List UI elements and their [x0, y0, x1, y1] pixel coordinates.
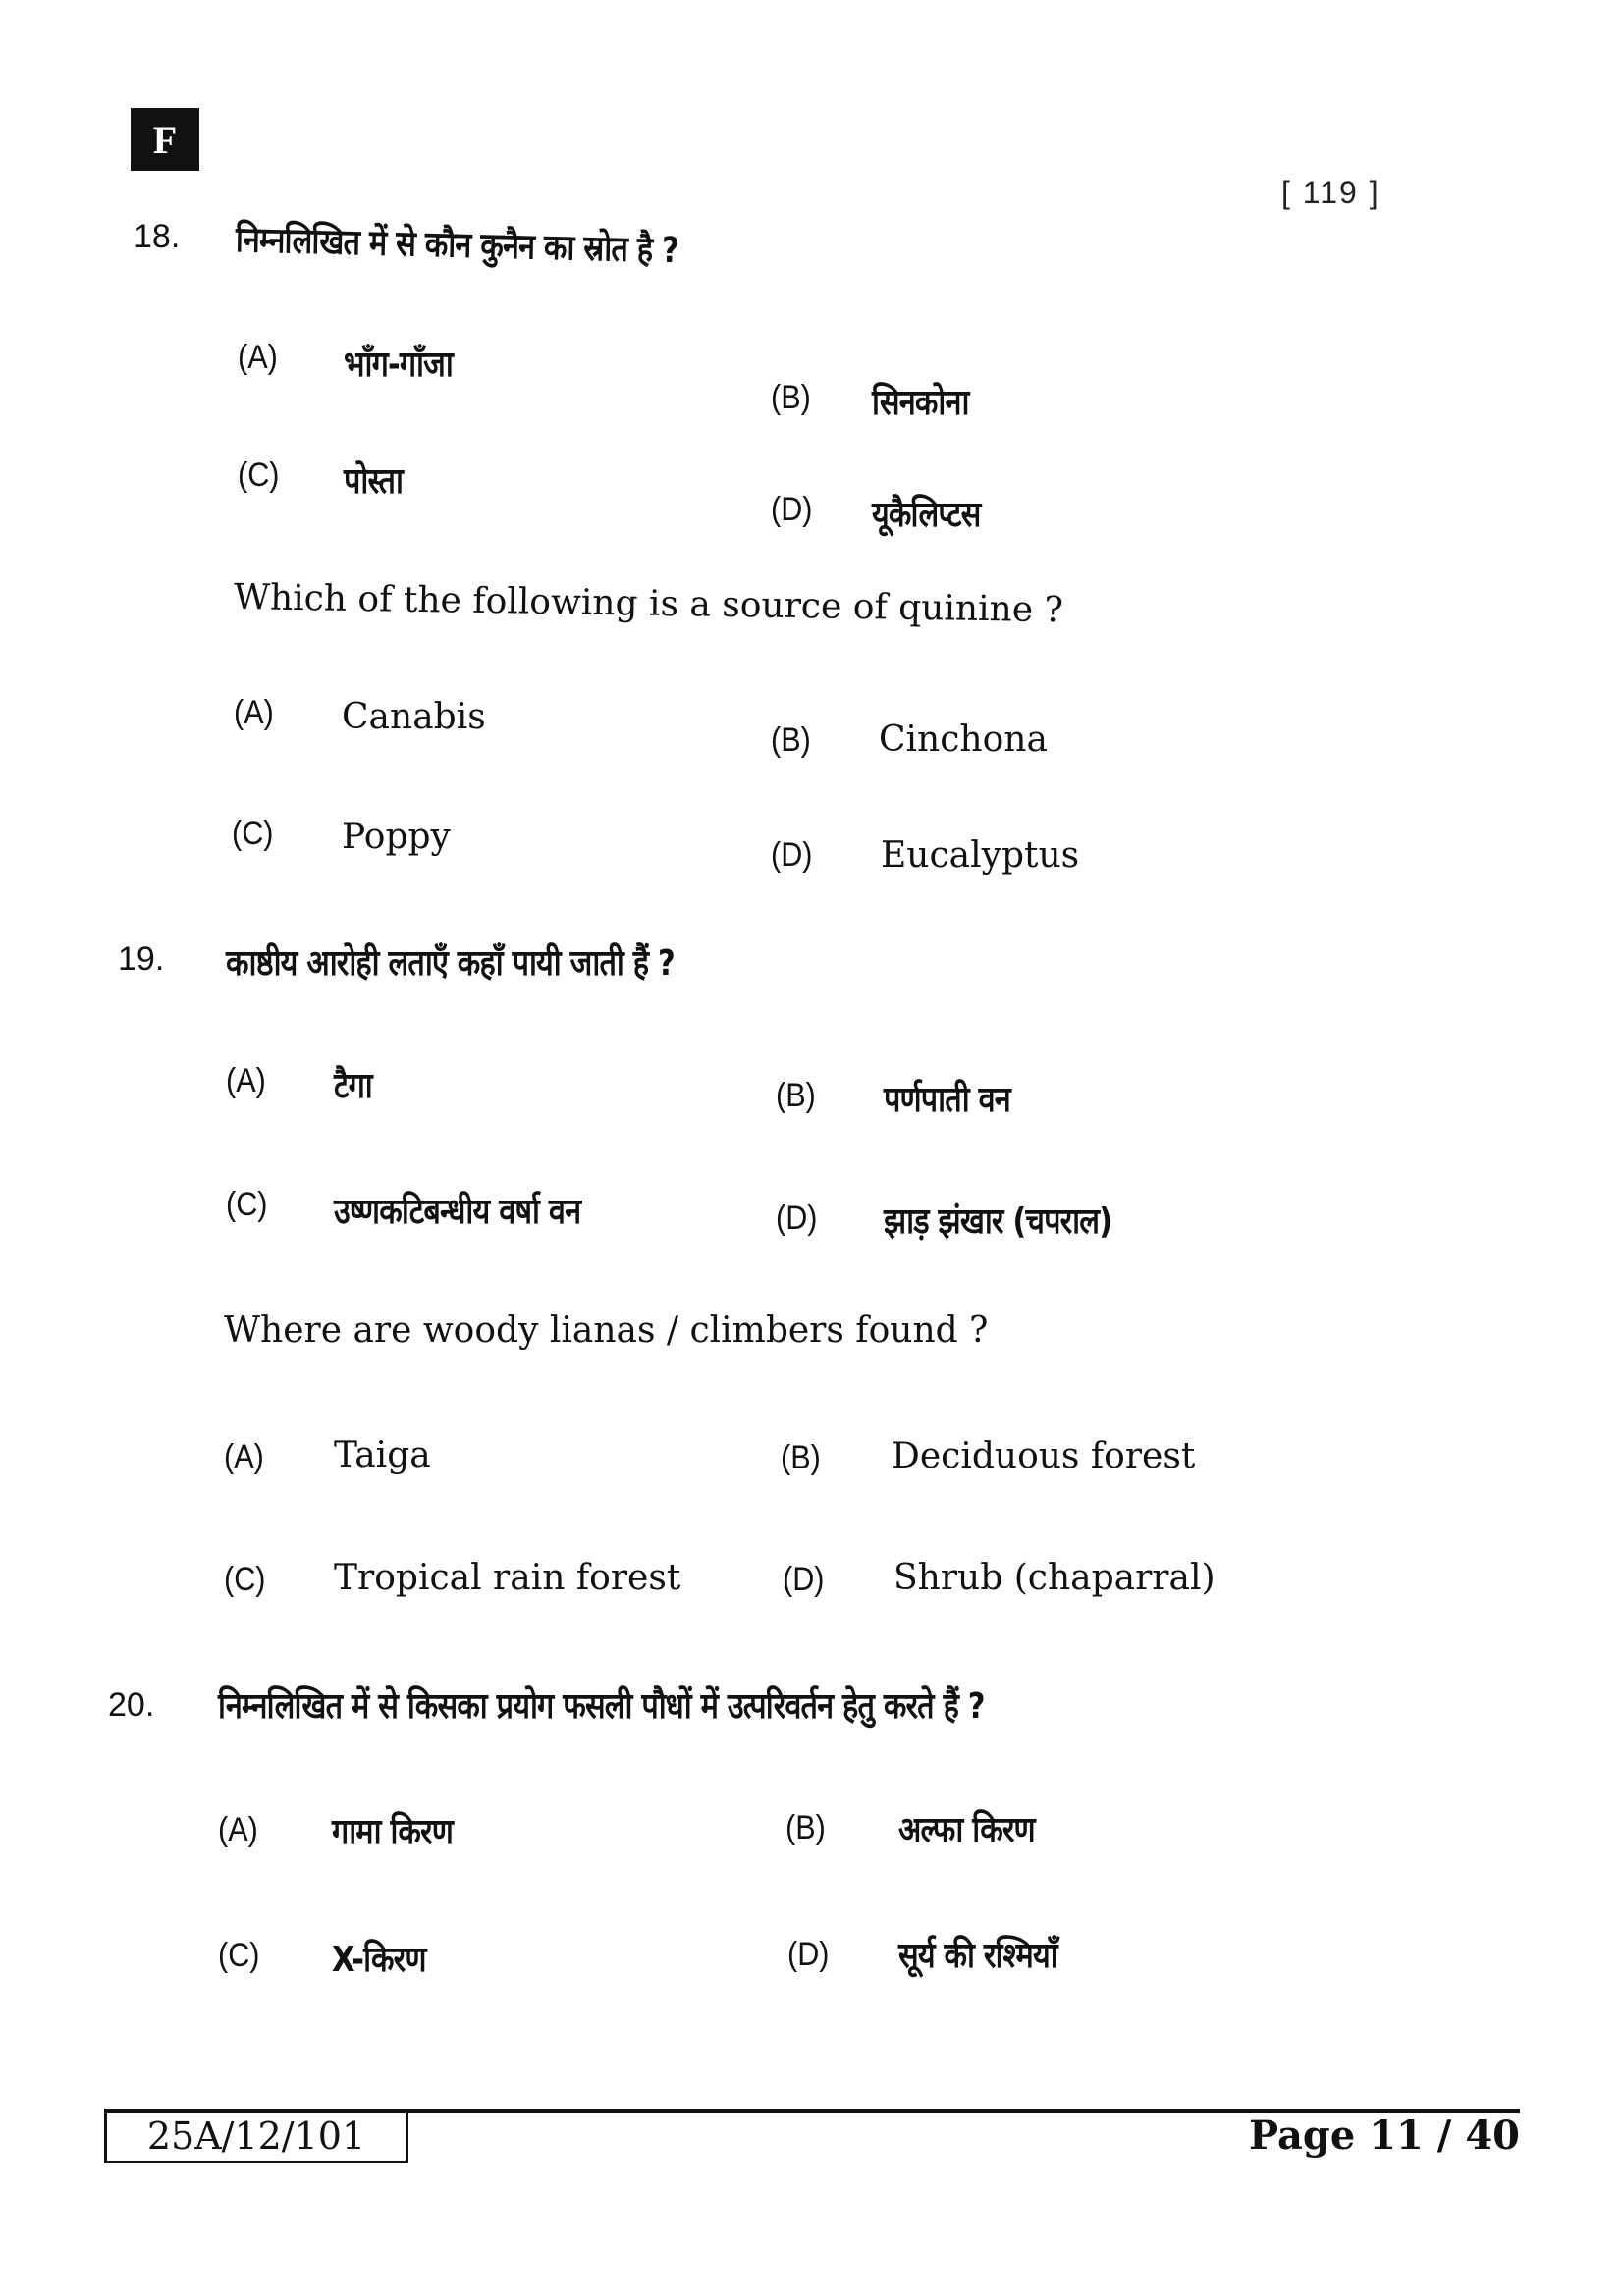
option-label: (A)	[234, 694, 274, 731]
question-text-english: Which of the following is a source of quinine ?	[233, 577, 1064, 631]
option-text-hindi: उष्णकटिबन्धीय वर्षा वन	[334, 1192, 581, 1232]
option-text-hindi: सूर्य की रश्मियाँ	[898, 1936, 1057, 1976]
option-text-hindi: अल्फा किरण	[898, 1810, 1035, 1850]
option-text-english: Cinchona	[879, 720, 1048, 760]
option-label: (A)	[218, 1811, 258, 1848]
option-label: (C)	[238, 456, 280, 494]
question-text-hindi: निम्नलिखित में से किसका प्रयोग फसली पौधों में उत्परिवर्तन हेतु करते हैं ?	[218, 1686, 985, 1727]
option-label: (D)	[783, 1561, 825, 1598]
question-text-english: Where are woody lianas / climbers found ?	[224, 1310, 989, 1351]
option-text-hindi: टैगा	[334, 1066, 372, 1106]
option-label: (A)	[238, 339, 278, 376]
option-text-english: Eucalyptus	[881, 835, 1080, 876]
option-text-english: Tropical rain forest	[334, 1558, 681, 1598]
option-text-hindi: पोस्ता	[344, 461, 404, 502]
option-label: (A)	[226, 1062, 266, 1099]
option-text-english: Deciduous forest	[892, 1436, 1196, 1476]
option-text-english: Poppy	[342, 817, 451, 857]
question-number: 18.	[134, 218, 181, 255]
paper-code-box: 25A/12/101	[104, 2109, 408, 2163]
option-label: (B)	[771, 379, 811, 416]
option-label: (D)	[776, 1200, 818, 1237]
question-number: 19.	[118, 940, 165, 978]
option-label: (C)	[218, 1937, 260, 1974]
option-text-hindi: पर्णपाती वन	[884, 1080, 1010, 1120]
option-label: (B)	[781, 1439, 821, 1476]
option-text-english: Shrub (chaparral)	[893, 1558, 1216, 1598]
set-code-badge: F	[131, 108, 199, 171]
option-label: (D)	[771, 836, 813, 874]
option-label: (C)	[232, 815, 274, 852]
option-label: (C)	[224, 1561, 266, 1598]
option-label: (D)	[787, 1936, 830, 1973]
option-label: (B)	[785, 1809, 826, 1846]
option-label: (C)	[226, 1186, 268, 1223]
option-text-hindi: सिनकोना	[872, 383, 969, 423]
option-label: (D)	[771, 491, 813, 528]
option-text-english: Taiga	[334, 1435, 431, 1475]
option-text-hindi: X-किरण	[332, 1940, 426, 1980]
option-text-english: Canabis	[342, 697, 486, 737]
question-text-hindi: काष्ठीय आरोही लताएँ कहाँ पायी जाती हैं ?	[226, 943, 675, 984]
page-indicator: Page 11 / 40	[1248, 2112, 1520, 2159]
option-label: (B)	[771, 721, 811, 759]
page-number-code: [ 119 ]	[1281, 175, 1380, 210]
option-text-hindi: झाड़ झंखार (चपराल)	[884, 1201, 1112, 1242]
option-text-hindi: यूकैलिप्टस	[872, 495, 981, 535]
option-text-hindi: गामा किरण	[332, 1812, 453, 1852]
question-text-hindi: निम्नलिखित में से कौन कुनैन का स्रोत है ?	[235, 220, 679, 272]
option-text-hindi: भाँग-गाँजा	[344, 345, 453, 385]
option-label: (B)	[776, 1077, 816, 1114]
question-number: 20.	[108, 1686, 155, 1724]
option-label: (A)	[224, 1438, 264, 1475]
